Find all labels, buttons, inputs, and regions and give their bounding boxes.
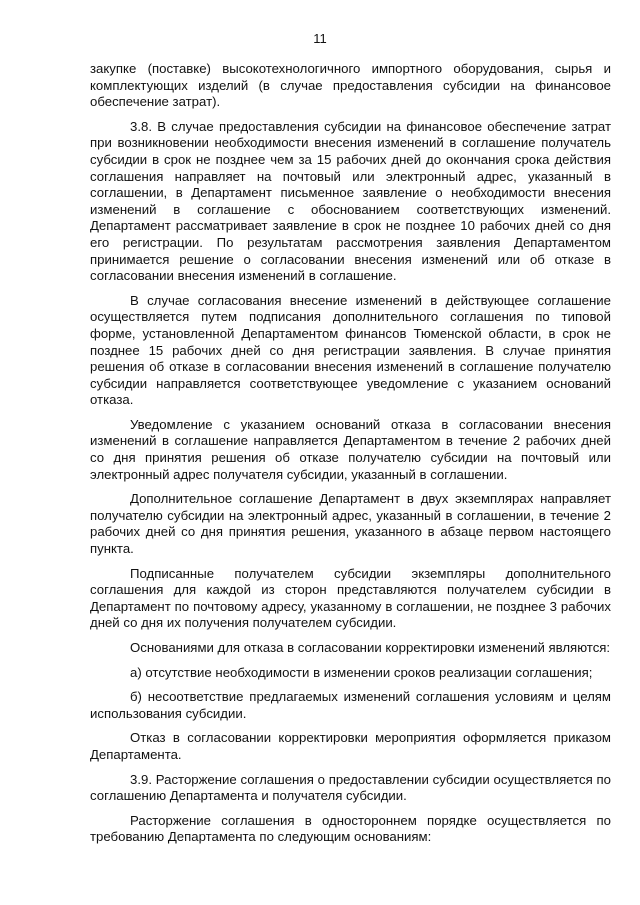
paragraph-3-8: 3.8. В случае предоставления субсидии на финансовое обеспечение затрат при возникновении необходимости внесения изменений в соглашение получатель субсидии в срок не позднее чем за 15 рабочих дней до окончания срока действия соглашения направляет на почтовый или электронный адрес, указанный в соглашении, в Департамент письменное заявление о необходимости внесения изменений в соглашение с обоснованием соответствующих изменений. Департамент рассматривает заявление в срок не позднее 10 рабочих дней со дня его регистрации. По результатам рассмотрения заявления Департаментом принимается решение о согласовании внесения изменений или об отказе в согласовании внесения изменений в соглашение. xyxy=(90,118,611,284)
paragraph-refusal-notice: Уведомление с указанием оснований отказа в согласовании внесения изменений в соглашение направляется Департаментом в течение 2 рабочих дней со дня принятия решения об отказе получателю субсидии на почтовый или электронный адрес получателя субсидии, указанный в соглашении. xyxy=(90,416,611,482)
paragraph-refusal-grounds: Основаниями для отказа в согласовании корректировки изменений являются: xyxy=(130,640,611,655)
paragraph-unilateral-termination: Расторжение соглашения в одностороннем порядке осуществляется по требованию Департамента по следующим основаниям: xyxy=(90,812,611,845)
paragraph-amendment-agreement: В случае согласования внесение изменений в действующее соглашение осуществляется путем подписания дополнительного соглашения по типовой форме, установленной Департаментом финансов Тюменской области, в срок не позднее 15 рабочих дней со дня регистрации заявления. В случае принятия решения об отказе в согласовании внесения изменений в соглашение получателю субсидии направляется соответствующее уведомление с указанием оснований отказа. xyxy=(90,292,611,408)
paragraph-continuation: закупке (поставке) высокотехнологичного импортного оборудования, сырья и комплектующих изделий (в случае предоставления субсидии на финансовое обеспечение затрат). xyxy=(90,61,611,110)
paragraph-3-9: 3.9. Расторжение соглашения о предоставлении субсидии осуществляется по соглашению Департамента и получателя субсидии. xyxy=(90,771,611,804)
page-number: 11 xyxy=(313,31,327,46)
paragraph-refusal-order: Отказ в согласовании корректировки мероприятия оформляется приказом Департамента. xyxy=(90,730,611,762)
list-item-b: б) несоответствие предлагаемых изменений соглашения условиям и целям использования субсидии. xyxy=(90,689,611,721)
list-item-a: а) отсутствие необходимости в изменении сроков реализации соглашения; xyxy=(130,664,593,680)
document-body xyxy=(90,61,611,854)
paragraph-supplementary-agreement: Дополнительное соглашение Департамент в двух экземплярах направляет получателю субсидии на электронный адрес, указанный в соглашении, в течение 2 рабочих дней со дня принятия решения, указанного в абзаце первом настоящего пункта. xyxy=(90,491,611,557)
paragraph-signed-copies: Подписанные получателем субсидии экземпляры дополнительного соглашения для каждой из сторон представляются получателем субсидии в Департамент по почтовому адресу, указанному в соглашении, не позднее 3 рабочих дней со дня их получения получателем субсидии. xyxy=(90,565,611,631)
